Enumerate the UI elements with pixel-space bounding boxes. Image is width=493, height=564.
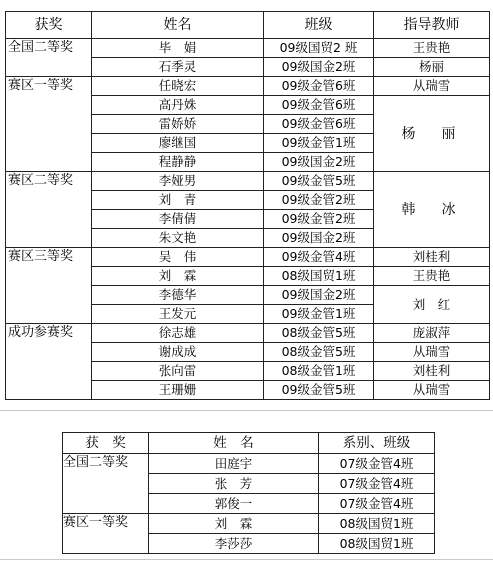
class-cell: 09级金管2班 [264,191,374,210]
header-name: 姓 名 [149,433,319,454]
teacher-cell: 刘桂利 [374,362,490,381]
teacher-cell: 王贵艳 [374,39,490,58]
header-award: 获 奖 [63,433,149,454]
class-cell: 08级国贸1班 [264,267,374,286]
class-cell: 09级金管2班 [264,210,374,229]
class-cell: 09级金管5班 [264,381,374,400]
awards-table-secondary [62,432,435,554]
name-cell: 李倩倩 [92,210,264,229]
table-row [63,514,435,534]
sheet-gridline [0,410,493,411]
award-cell: 成功参赛奖 [6,324,92,400]
name-cell: 李娅男 [92,172,264,191]
class-cell: 09级国金2班 [264,286,374,305]
header-name: 姓名 [92,12,264,39]
name-cell: 谢成成 [92,343,264,362]
name-cell: 高丹姝 [92,96,264,115]
class-cell: 08级国贸1班 [319,514,435,534]
award-cell: 全国二等奖 [6,39,92,77]
name-cell: 王珊姗 [92,381,264,400]
name-cell: 李德华 [92,286,264,305]
name-cell: 王发元 [92,305,264,324]
class-cell: 09级金管6班 [264,115,374,134]
name-cell: 田庭宇 [149,454,319,474]
table-row [6,39,490,58]
teacher-cell: 王贵艳 [374,267,490,286]
class-cell: 09级金管4班 [264,248,374,267]
name-cell: 任晓宏 [92,77,264,96]
class-cell: 09级国贸2 班 [264,39,374,58]
table-row [63,454,435,474]
teacher-cell: 韩 冰 [374,172,490,248]
name-cell: 朱文艳 [92,229,264,248]
name-cell: 徐志雄 [92,324,264,343]
name-cell: 刘 霖 [149,514,319,534]
class-cell: 07级金管4班 [319,494,435,514]
name-cell: 郭俊一 [149,494,319,514]
sheet-gridline [0,559,493,560]
class-cell: 07级金管4班 [319,474,435,494]
class-cell: 08级金管1班 [264,362,374,381]
class-cell: 09级金管1班 [264,305,374,324]
name-cell: 李莎莎 [149,534,319,554]
header-teacher: 指导教师 [374,12,490,39]
table-row [6,77,490,96]
name-cell: 石季灵 [92,58,264,77]
name-cell: 张向雷 [92,362,264,381]
class-cell: 08级金管5班 [264,324,374,343]
award-cell: 全国二等奖 [63,454,149,514]
class-cell: 09级金管6班 [264,77,374,96]
class-cell: 09级国金2班 [264,153,374,172]
table-row [6,248,490,267]
teacher-cell: 杨丽 [374,58,490,77]
name-cell: 雷娇娇 [92,115,264,134]
class-cell: 07级金管4班 [319,454,435,474]
teacher-cell: 从瑞雪 [374,77,490,96]
name-cell: 张 芳 [149,474,319,494]
name-cell: 廖继国 [92,134,264,153]
award-cell: 赛区一等奖 [63,514,149,554]
teacher-cell: 杨 丽 [374,96,490,172]
teacher-cell: 从瑞雪 [374,343,490,362]
table-header-row [6,12,490,39]
awards-table-main [5,11,490,400]
name-cell: 刘 霖 [92,267,264,286]
teacher-cell: 庞淑萍 [374,324,490,343]
header-class: 班级 [264,12,374,39]
teacher-cell: 刘 红 [374,286,490,324]
class-cell: 09级金管5班 [264,172,374,191]
teacher-cell: 从瑞雪 [374,381,490,400]
table-header-row [63,433,435,454]
name-cell: 刘 青 [92,191,264,210]
class-cell: 09级国金2班 [264,58,374,77]
class-cell: 09级金管6班 [264,96,374,115]
name-cell: 吴 伟 [92,248,264,267]
table-row [6,172,490,191]
award-cell: 赛区三等奖 [6,248,92,324]
class-cell: 08级金管5班 [264,343,374,362]
name-cell: 程静静 [92,153,264,172]
teacher-cell: 刘桂利 [374,248,490,267]
class-cell: 08级国贸1班 [319,534,435,554]
header-award: 获奖 [6,12,92,39]
name-cell: 毕 娟 [92,39,264,58]
class-cell: 09级金管1班 [264,134,374,153]
class-cell: 09级国金2班 [264,229,374,248]
award-cell: 赛区一等奖 [6,77,92,172]
table-row [6,324,490,343]
award-cell: 赛区二等奖 [6,172,92,248]
header-class: 系别、班级 [319,433,435,454]
